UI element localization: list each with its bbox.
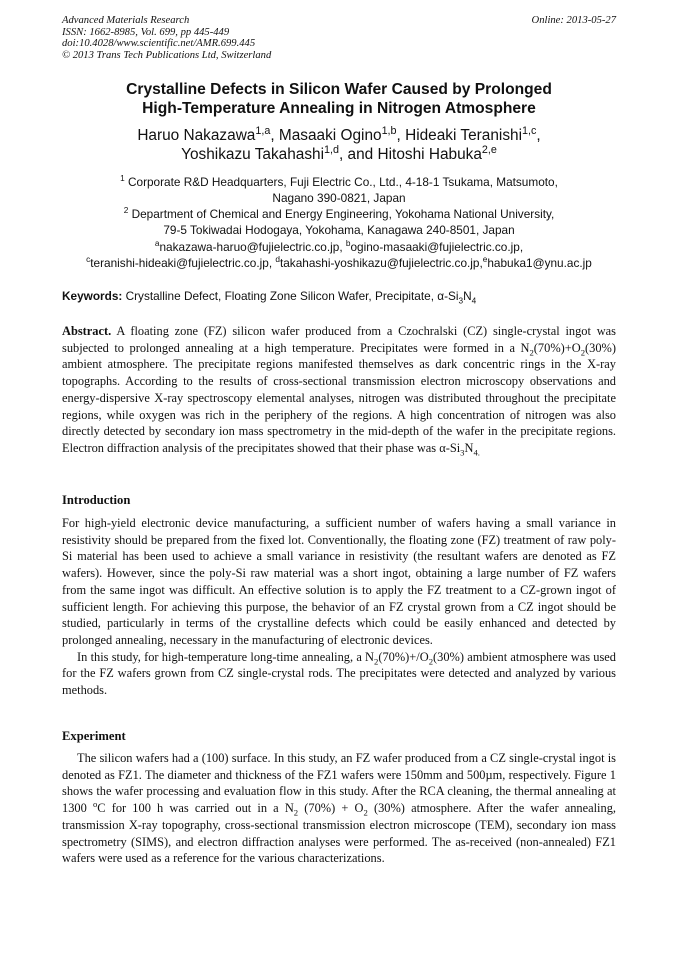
affiliation-line: Corporate R&D Headquarters, Fuji Electric Co., Ltd., 4-18-1 Tsukama, Matsumoto, [127,175,558,189]
keywords-label: Keywords: [62,289,123,303]
paragraph-sub: 2 [374,656,379,667]
paragraph: For high-yield electronic device manufacturing, a sufficient number of wafers having a small variance in resistivity should be prepared from the fixed lot. Conventionally, the floating zone (FZ) treatment of raw poly-Si material has been used to achieve a small variance in resistivity (the resultant wafers are denoted as FZ wafers). However, since the poly-Si raw material was a short ingot, obtaining a large number of FZ wafers from the same ingot was difficult. An effective solution is to apply the FZ treatment to a CZ-grown ingot of sufficient length. For achieving this purpose, the behavior of an FZ crystal grown from a CZ ingot should be studied, particularly in terms of the crystalline defects which could be easily enhanced and detected by prolonged annealing, necessary in the manufacturing of electronic devices. [62,516,616,647]
email-link[interactable]: teranishi-hideaki@fujielectric.co.jp [90,256,269,270]
paragraph-sub: 2 [293,807,299,818]
author-affil-sup: 1,b [381,124,397,137]
author-name: Masaaki Ogino [278,127,382,144]
paragraph-sub: 2 [428,656,434,667]
author-name: Hitoshi Habuka [377,146,482,163]
email-link[interactable]: nakazawa-haruo@fujielectric.co.jp [159,240,340,254]
email-link[interactable]: takahashi-yoshikazu@fujielectric.co.jp [279,256,480,270]
experiment-body [62,750,616,867]
email-sep: , [479,256,483,270]
paragraph-text: (70%) + O [298,801,364,816]
author-sep: , [536,127,541,144]
keywords-sub: 3 [458,296,464,306]
abstract-text: A floating zone (FZ) silicon wafer produced from a Czochralski (CZ) single-crystal ingot was subjected to prolonged annealing at a high temperature. Precipitates were formed in a N [62,324,616,355]
doi-line: doi:10.4028/www.scientific.net/AMR.699.445 [62,38,256,50]
abstract-text: (70%)+O [533,340,581,355]
email-sep: , [339,240,346,254]
paragraph-sub: 2 [363,807,368,818]
paragraph-text: (70%)+/O [378,649,429,664]
author-affil-sup: 2,e [481,143,497,156]
email-sup: d [275,255,280,265]
author-name: Hideaki Teranishi [405,127,523,144]
paragraph-text: The silicon wafers had a (100) surface. In this study, an FZ wafer produced from a CZ single-crystal ingot is denoted as FZ1. The diameter and thickness of the FZ1 wafers were 150mm and 500µm, respectively. Figure 1 shows the wafer processing and evaluation flow in this study. After the RCA cleaning, the thermal annealing at 1300 [62,751,616,816]
affiliation-line: 79-5 Tokiwadai Hodogaya, Yokohama, Kanagawa 240-8501, Japan [163,223,515,237]
author-list [62,126,616,164]
author-affil-sup: 1,a [255,124,271,137]
affiliations [62,174,616,238]
paragraph-text: C for 100 h was carried out in a N [97,801,294,816]
author-affil-sup: 1,d [324,143,339,156]
copyright-line: © 2013 Trans Tech Publications Ltd, Switzerland [62,49,272,61]
experiment-heading: Experiment [62,729,126,743]
online-date: Online: 2013-05-27 [531,15,616,26]
title-line-1: Crystalline Defects in Silicon Wafer Caused by Prolonged [126,81,552,98]
email-sup: e [482,255,488,265]
degree-sup: o [92,798,98,809]
abstract-sub: 3 [460,447,465,458]
abstract-label: Abstract. [62,324,112,338]
abstract-sub: 2 [529,347,534,358]
abstract [62,323,616,457]
paragraph [62,649,616,699]
running-header [62,15,616,61]
author-name: Haruo Nakazawa [137,127,256,144]
paper-title [62,80,616,118]
author-sep: , [270,127,279,144]
email-sup: c [86,255,91,265]
email-list [46,239,632,271]
paragraph-text: (30%) ambient atmosphere was used for the FZ wafers grown from CZ single-crystal rods. The precipitates were detected and analyzed by various methods. [62,649,616,698]
email-sep: , [519,240,524,254]
issn-line: ISSN: 1662-8985, Vol. 699, pp 445-449 [62,26,230,38]
email-sup: a [154,239,160,249]
author-name: Yoshikazu Takahashi [181,146,325,163]
affiliation-line: Nagano 390-0821, Japan [272,191,406,205]
title-line-2: High-Temperature Annealing in Nitrogen Atmosphere [142,100,536,117]
author-affil-sup: 1,c [522,124,537,137]
email-link[interactable]: habuka1@ynu.ac.jp [487,256,592,270]
keywords-sub: 4 [471,296,477,306]
paragraph [62,750,616,867]
paragraph-text: (30%) atmosphere. After the wafer annealing, transmission X-ray topography, cross-sectional transmission electron microscope (TEM), secondary ion mass spectrometry (SIMS), and electron diffraction analyses were performed. The as-received (non-annealed) FZ1 wafers were used as a reference for the various characterizations. [62,801,616,866]
affil-sup: 1 [120,174,125,184]
affil-sup: 2 [123,206,129,216]
keywords-text: Crystalline Defect, Floating Zone Silicon Wafer, Precipitate, α-Si [125,289,459,303]
introduction-body [62,515,616,699]
email-sup: b [345,239,351,249]
keywords [62,289,616,304]
keywords-text: N [463,289,472,303]
abstract-text: (30%) ambient atmosphere. The precipitate regions manifested themselves as dark concentric rings in the X-ray topographs. According to the results of cross-sectional transmission electron microscopy observations and energy-dispersive X-ray spectroscopy elemental analyses, nitrogen was distributed throughout the precipitate regions, while oxygen was rich in the periphery of the regions. A high concentration of nitrogen was also directly detected by secondary ion mass spectrometry in the mid-depth of the wafer in the precipitate regions. Electron diffraction analysis of the precipitates showed that their phase was α-Si [62,340,616,455]
email-sep: , [268,256,276,270]
author-sep: , [396,127,406,144]
introduction-heading: Introduction [62,493,131,507]
abstract-sub: 2 [580,347,586,358]
affiliation-line: Department of Chemical and Energy Engineering, Yokohama National University, [131,207,555,221]
paragraph-text: In this study, for high-temperature long-time annealing, a N [77,649,375,664]
author-sep: , and [339,146,378,163]
abstract-sub: 4. [473,447,480,458]
email-link[interactable]: ogino-masaaki@fujielectric.co.jp [350,240,520,254]
abstract-text: N [464,440,474,455]
journal-name: Advanced Materials Research [62,15,190,26]
